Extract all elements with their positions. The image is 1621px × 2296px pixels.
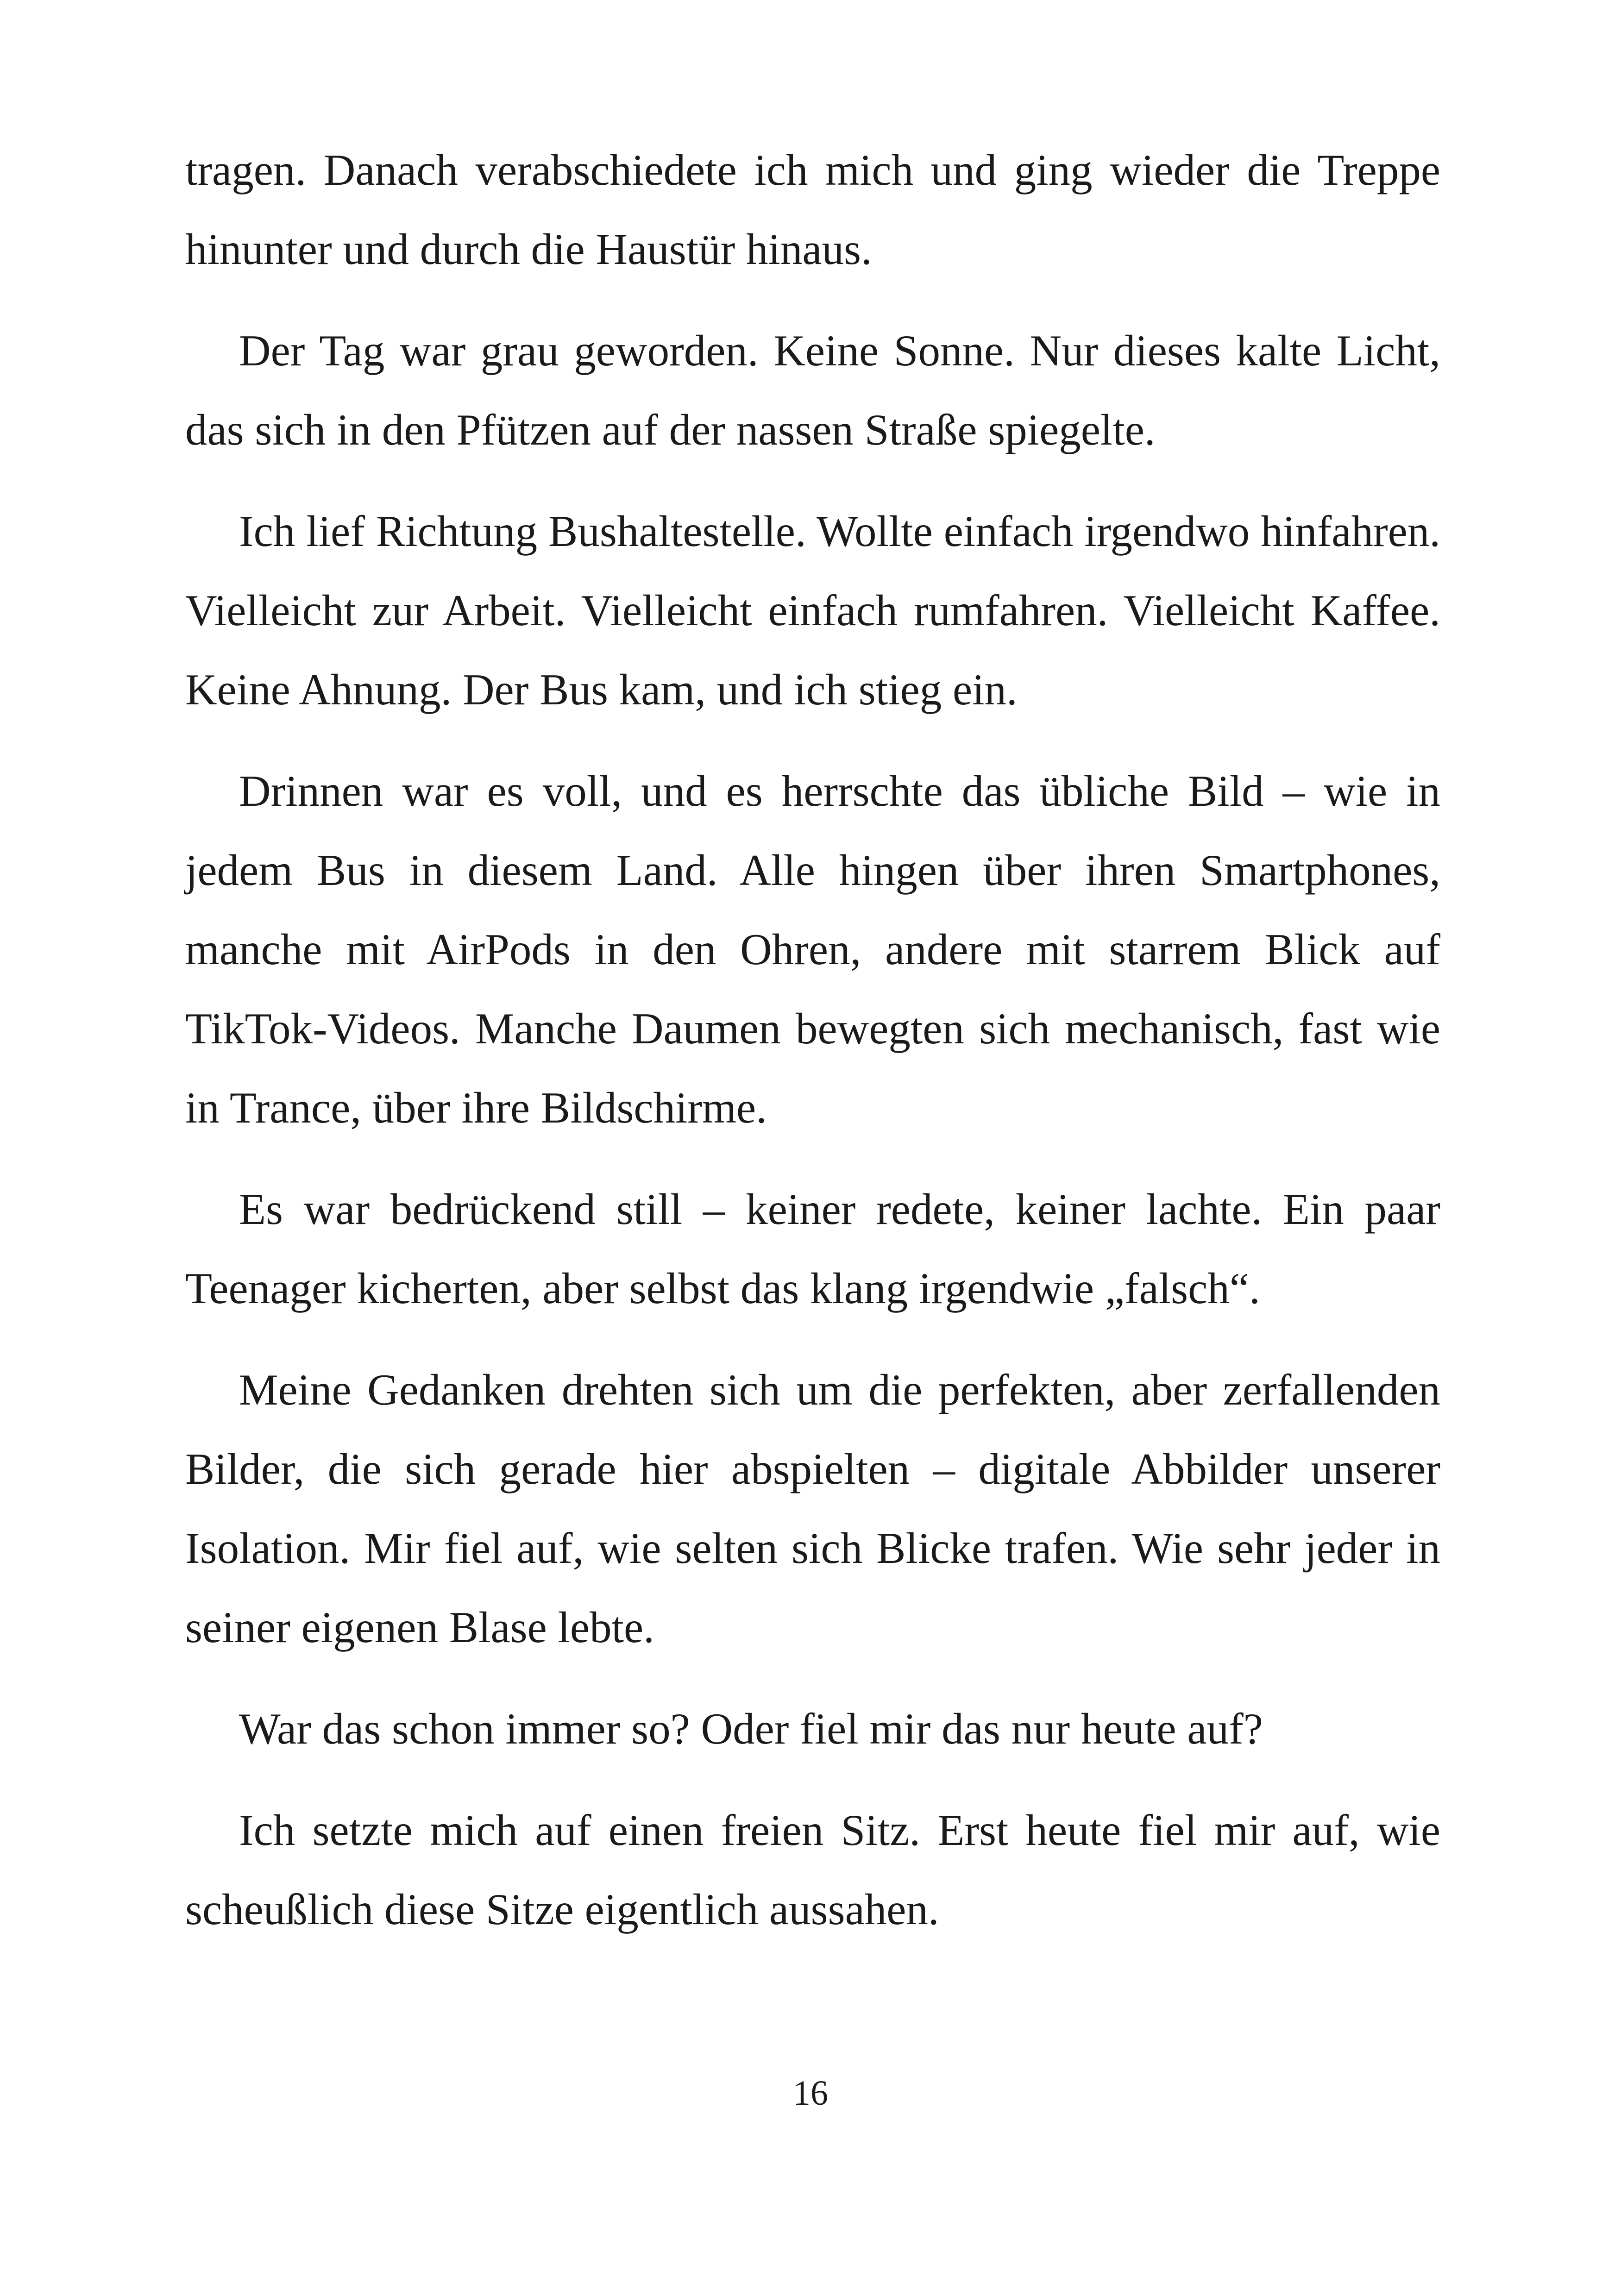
paragraph-3: Ich lief Richtung Bushaltestelle. Wollte einfach irgendwo hinfahren. Vielleicht zur Arbeit. Vielleicht einfach rumfahren. Vielleicht Kaffee. Keine Ahnung. Der Bus kam, und ich stieg ein. (185, 507, 1440, 714)
paragraph-5: Es war bedrückend still – keiner redete, keiner lachte. Ein paar Teenager kicherten, aber selbst das klang irgendwie „falsch“. (185, 1185, 1440, 1313)
body-text (185, 131, 1440, 1971)
paragraph-4: Drinnen war es voll, und es herrschte das übliche Bild – wie in jedem Bus in diesem Land. Alle hingen über ihren Smartphones, manche mit AirPods in den Ohren, andere mit starrem Blick auf TikTok-Videos. Manche Daumen bewegten sich mechanisch, fast wie in Trance, über ihre Bildschirme. (185, 766, 1440, 1132)
paragraph-6: Meine Gedanken drehten sich um die perfekten, aber zerfallenden Bilder, die sich gerade hier abspielten – digitale Abbilder unserer Isolation. Mir fiel auf, wie selten sich Blicke trafen. Wie sehr jeder in seiner eigenen Blase lebte. (185, 1365, 1440, 1652)
paragraph-7: War das schon immer so? Oder fiel mir das nur heute auf? (239, 1704, 1263, 1753)
paragraph-8: Ich setzte mich auf einen freien Sitz. Erst heute fiel mir auf, wie scheußlich diese Sitze eigentlich aussahen. (185, 1806, 1440, 1934)
page-number: 16 (793, 2074, 828, 2113)
paragraph-2: Der Tag war grau geworden. Keine Sonne. Nur dieses kalte Licht, das sich in den Pfützen auf der nassen Straße spiegelte. (185, 326, 1440, 454)
paragraph-1: tragen. Danach verabschiedete ich mich und ging wieder die Treppe hinunter und durch die Haustür hinaus. (185, 145, 1440, 274)
